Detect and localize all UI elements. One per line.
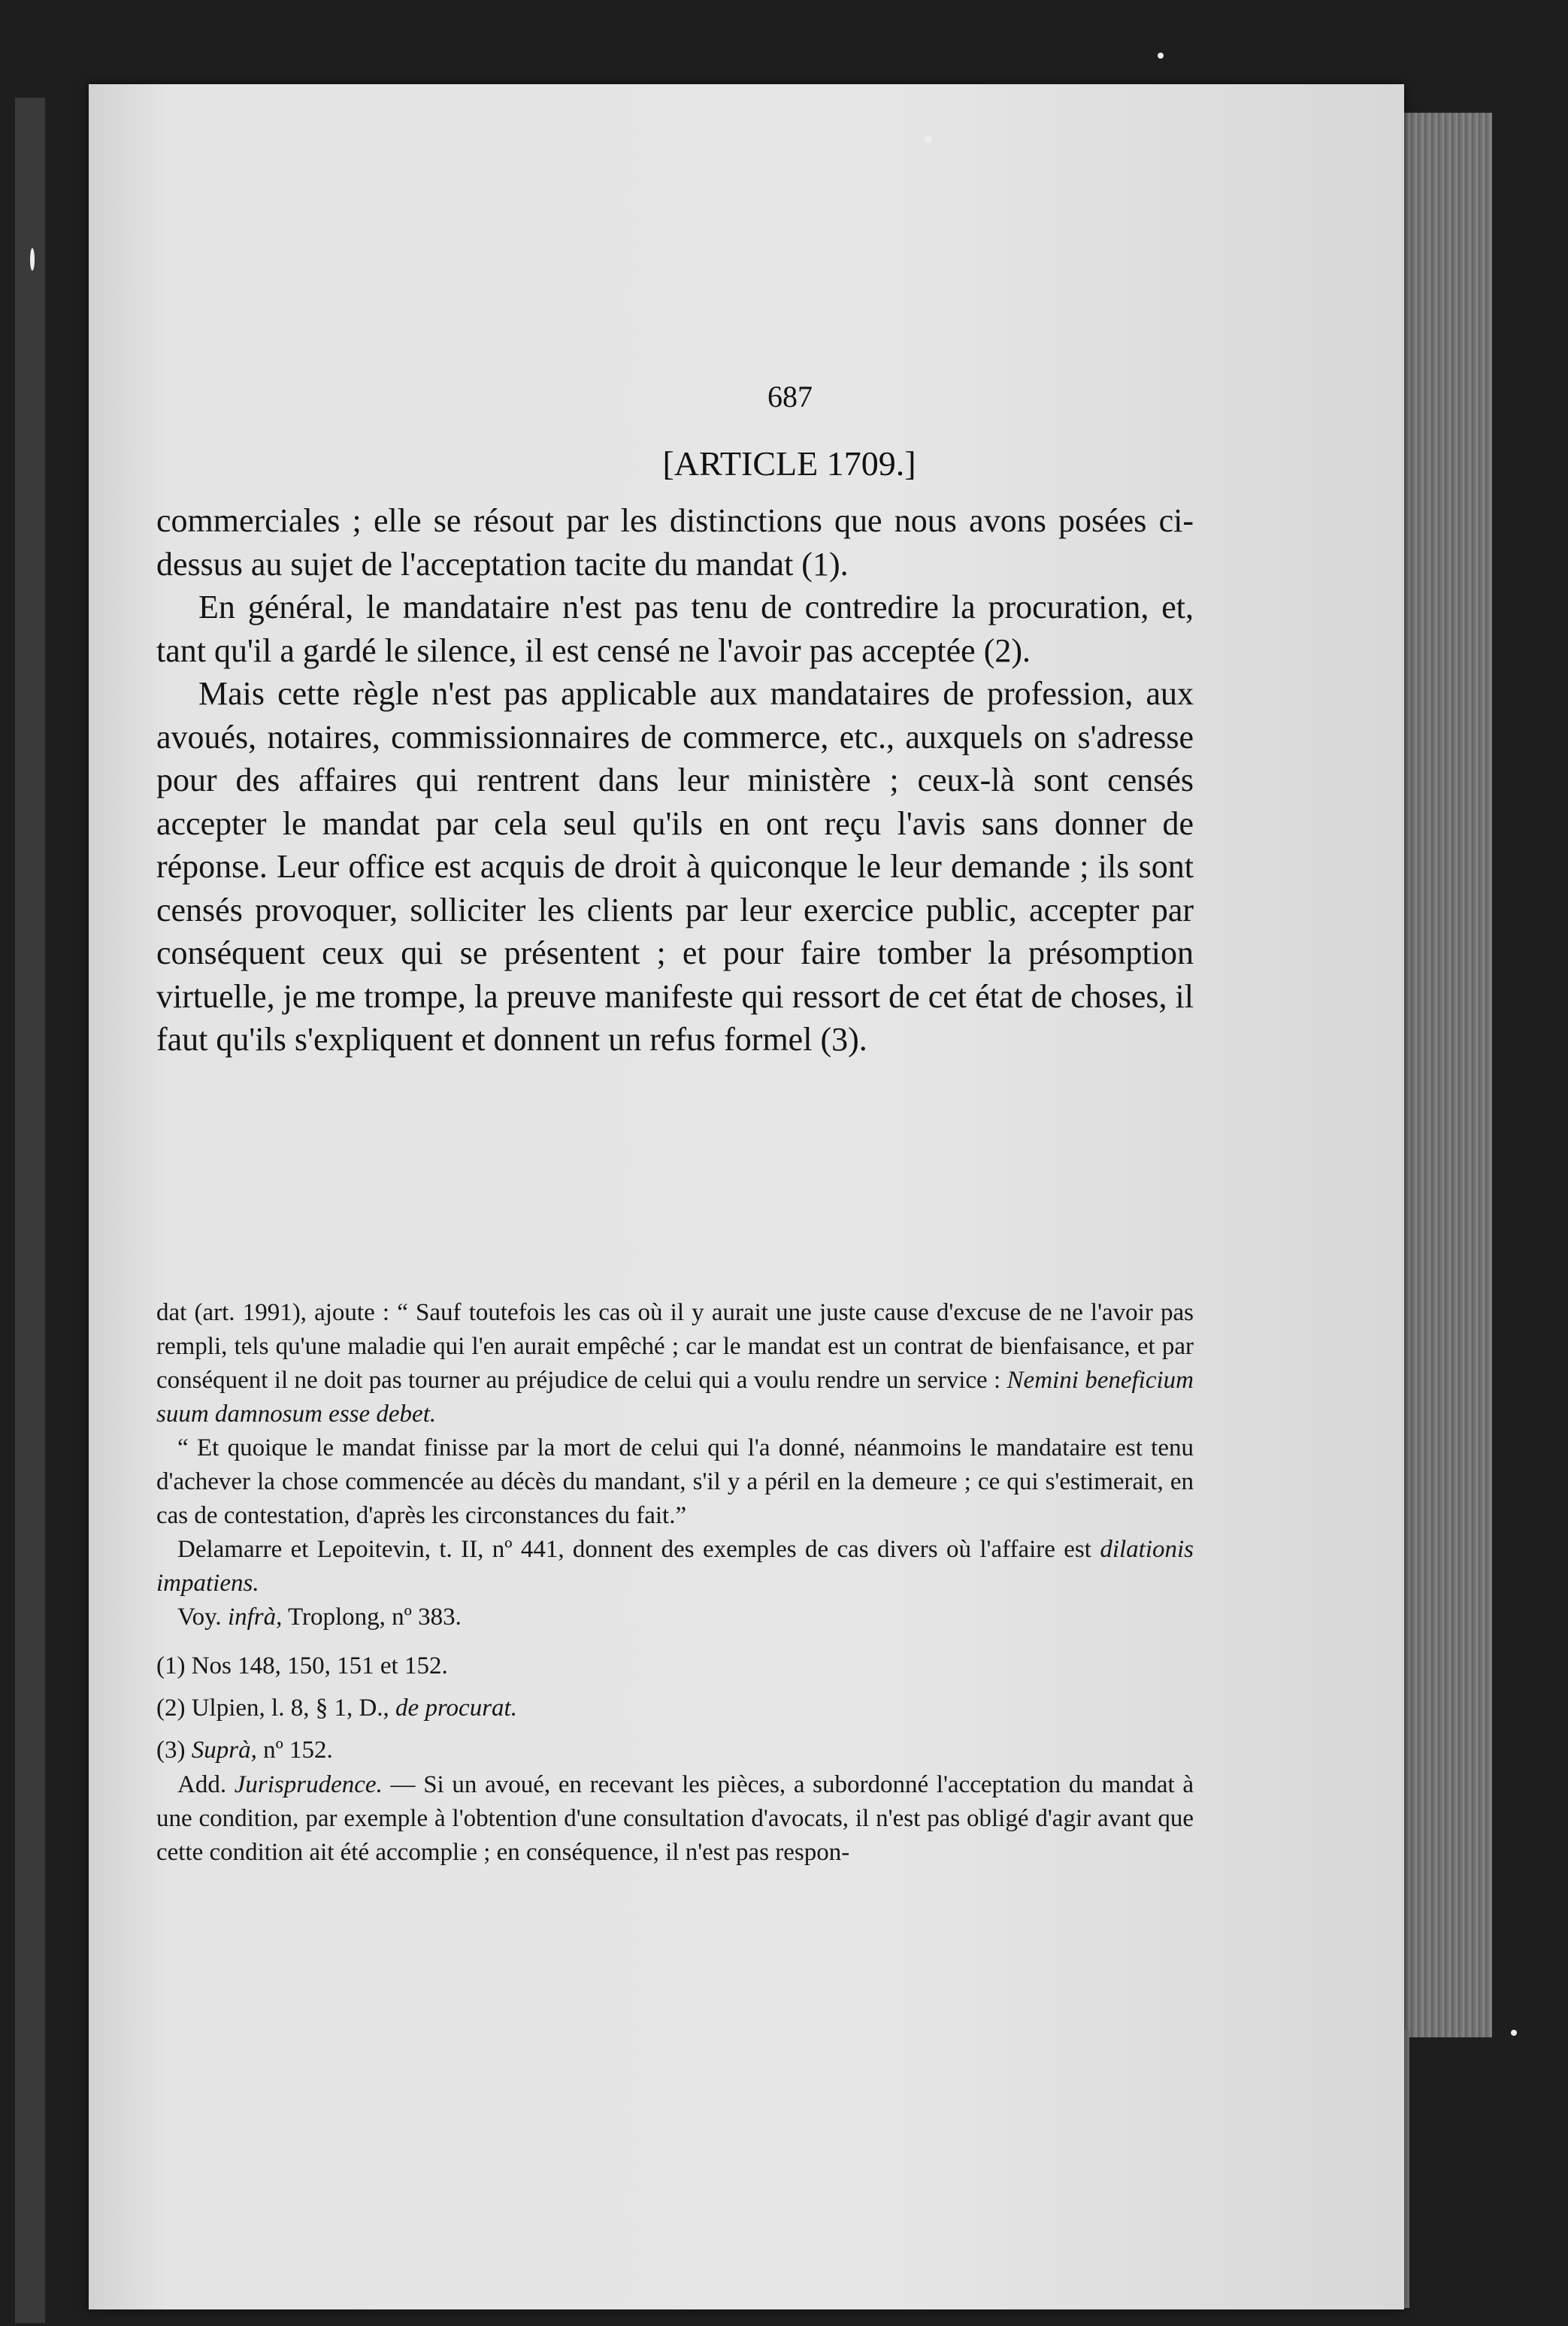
notes-section <box>156 1296 1194 1870</box>
footnote-2: (2) Ulpien, l. 8, § 1, D., de procurat. <box>156 1695 517 1722</box>
book-page <box>89 84 1404 2309</box>
film-speck <box>1158 53 1164 59</box>
film-speck <box>1511 2030 1517 2036</box>
paragraph-1: commerciales ; elle se résout par les distinctions que nous avons posées ci-dessus au sujet de l'acceptation tacite du mandat (1). <box>156 502 1194 583</box>
note-delamarre: Delamarre et Lepoitevin, t. II, nº 441, donnent des exemples de cas divers où l'affaire est dilationis impatiens. <box>156 1536 1194 1597</box>
paragraph-2: En général, le mandataire n'est pas tenu de contredire la procuration, et, tant qu'il a gardé le silence, il est censé ne l'avoir pas acceptée (2). <box>156 589 1194 669</box>
film-border-left <box>15 98 45 2323</box>
paragraph-3: Mais cette règle n'est pas applicable aux mandataires de profession, aux avoués, notaires, commissionnaires de commerce, etc., auxquels on s'adresse pour des affaires qui rentrent dans leur ministère ; ceux-là sont censés accepter le mandat par cela seul qu'ils en ont reçu l'avis sans donner de réponse. Leur office est acquis de droit à quiconque le leur demande ; ils sont censés provoquer, solliciter les clients par leur exercice public, accepter par conséquent ceux qui se présentent ; et pour faire tomber la présomption virtuelle, je me trompe, la preuve manifeste qui ressort de cet état de choses, il faut qu'ils s'expliquent et donnent un refus formel (3). <box>156 675 1194 1058</box>
note-continuation: dat (art. 1991), ajoute : “ Sauf toutefois les cas où il y aurait une juste cause d'excuse de ne l'avoir pas rempli, tels qu'une maladie qui l'en aurait empêché ; car le mandat est un contrat de bienfaisance, et par conséquent il ne doit pas tourner au préjudice de celui qui a voulu rendre un service : Nemini beneficium suum damnosum esse debet. <box>156 1299 1194 1428</box>
film-speck <box>30 248 35 271</box>
footnote-1: (1) Nos 148, 150, 151 et 152. <box>156 1652 448 1679</box>
note-jurisprudence: Add. Jurisprudence. — Si un avoué, en recevant les pièces, a subordonné l'acceptation du mandat à une condition, par exemple à l'obtention d'une consultation d'avocats, il n'est pas obligé d'agir avant que cette condition ait été accomplie ; en conséquence, il n'est pas respon- <box>156 1771 1194 1866</box>
note-quote: “ Et quoique le mandat finisse par la mort de celui qui l'a donné, néanmoins le mandataire est tenu d'achever la chose commencée au décès du mandant, s'il y a péril en la demeure ; ce qui s'estimerait, en cas de contestation, d'après les circonstances du fait.” <box>156 1434 1194 1529</box>
film-speck <box>925 135 932 143</box>
footnote-3: (3) Suprà, nº 152. <box>156 1737 333 1764</box>
note-voy: Voy. infrà, Troplong, nº 383. <box>177 1604 462 1631</box>
article-heading: [ARTICLE 1709.] <box>662 444 916 483</box>
page-number: 687 <box>767 380 813 413</box>
main-text <box>156 499 1194 1062</box>
